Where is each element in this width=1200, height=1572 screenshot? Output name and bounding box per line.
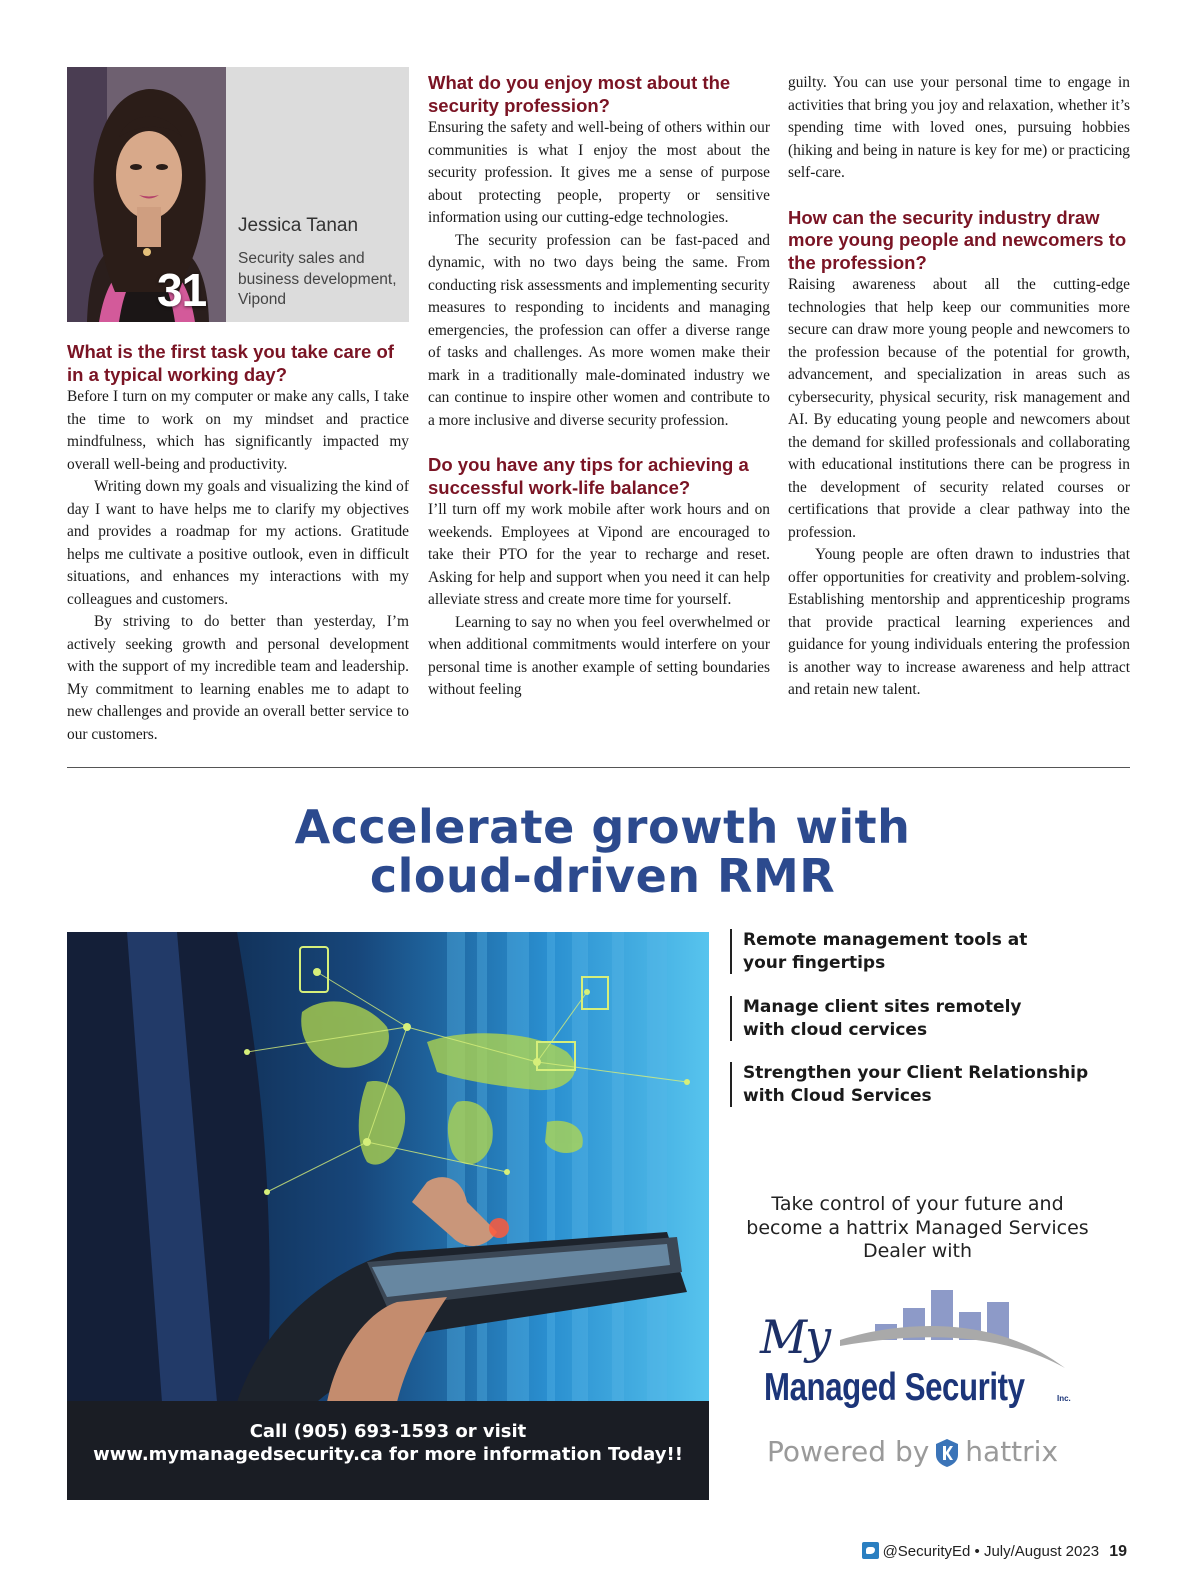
logo-inc-text: Inc. (1057, 1394, 1071, 1403)
ad-tagline: Take control of your future and become a hattrix Managed Services Dealer with (746, 1193, 1089, 1262)
ranking-number: 31 (157, 264, 207, 316)
page-number: 19 (1109, 1543, 1127, 1560)
powered-by-hattrix (767, 1432, 1058, 1472)
ad-headline (150, 800, 1055, 903)
ad-feature-item: Manage client sites remotely with cloud cervices (730, 996, 1063, 1041)
section-divider (67, 767, 1130, 768)
paragraph: Before I turn on my computer or make any calls, I take the time to work on my mindset and practice mindfulness, which has significantly impacted my overall well-being and productivity. (67, 388, 409, 473)
cta-phone-line: Call (905) 693-1593 or visit (249, 1421, 527, 1442)
powered-by-label: Powered by (767, 1435, 930, 1468)
paragraph: guilty. You can use your personal time to engage in activities that bring you joy and relaxation, whether it’s spending time with loved ones, pursuing hobbies (hiking and being in nature is key for me) or practicing self-care. (788, 74, 1130, 181)
paragraph: Raising awareness about all the cutting-edge technologies that help keep our communities more secure can draw more young people and newcomers to the profession because of the potential for growth, advancement, and specialization in areas such as cybersecurity, physical security, risk management and AI. By educating young people and newcomers about the demand for skilled professionals and collaborating with educational institutions there can be progress in the development of security related courses or certifications that provide a clear pathway into the profession. (788, 276, 1130, 541)
my-managed-security-logo (760, 1290, 1090, 1410)
paragraph: Young people are often drawn to industries that offer opportunities for creativity and problem-solving. Establishing mentorship and apprenticeship programs that provide practical learning experiences and guidance for young individuals entering the profession is another way to increase awareness and help attract and retain new talent. (788, 546, 1130, 698)
paragraph: I’ll turn off my work mobile after work hours and on weekends. Employees at Vipond are encouraged to take their PTO for the year to recharge and reset. Asking for help and support when you need it can help alleviate stress and create more time for yourself. (428, 501, 770, 608)
paragraph: The security profession can be fast-paced and dynamic, with no two days being the same. From conducting risk assessments and implementing security measures to responding to incidents and managing emergencies, the profession can offer a diverse range of tasks and challenges. As more women make their mark in a traditionally male-dominated industry we can continue to inspire other women and contribute to a more inclusive and diverse security profession. (428, 231, 770, 429)
paragraph: Learning to say no when you feel overwhelmed or when additional commitments would interfere on your personal time is another example of setting boundaries without feeling (428, 613, 770, 698)
hattrix-k-icon (935, 1438, 959, 1468)
hattrix-brand: hattrix (965, 1435, 1059, 1468)
ad-headline-line-1: Accelerate growth with (294, 800, 911, 854)
ad-image (67, 932, 709, 1500)
ad-feature-item: Strengthen your Client Relationship with Cloud Services (730, 1062, 1098, 1107)
call-to-action-banner (67, 1401, 709, 1500)
question-heading: What do you enjoy most about the security profession? (428, 72, 731, 116)
paragraph: Ensuring the safety and well-being of others within our communities is what I enjoy the most about the security profession. It gives me a sense of purpose about protecting people, property or sensitive information using our cutting-edge technologies. (428, 119, 770, 226)
ad-feature-item: Remote management tools at your fingertips (730, 929, 1063, 974)
profile-name: Jessica Tanan (238, 215, 359, 236)
page-footer (862, 1542, 1127, 1562)
profile-title: Security sales and business development, Vipond (238, 250, 397, 308)
ad-headline-line-2: cloud-driven RMR (369, 849, 836, 903)
question-heading: What is the first task you take care of in a typical working day? (67, 341, 394, 385)
issue-date: July/August 2023 (983, 1543, 1100, 1560)
paragraph: By striving to do better than yesterday, I’m actively seeking growth and personal development with the support of my incredible team and leadership. My commitment to learning enables me to adapt to new challenges and provide an overall better service to our customers. (67, 613, 409, 743)
article-column-3 (788, 72, 1130, 702)
article-column-2 (428, 72, 770, 702)
question-heading: Do you have any tips for achieving a successful work-life balance? (428, 454, 749, 498)
twitter-icon (862, 1542, 879, 1559)
portrait-photo (67, 67, 226, 322)
paragraph: Writing down my goals and visualizing the kind of day I want to have helps me to clarify my objectives and provides a roadmap for my actions. Gratitude helps me cultivate a positive outlook, even in difficult situations, and enhances my interactions with my colleagues and customers. (67, 478, 409, 608)
question-heading: How can the security industry draw more young people and newcomers to the profession? (788, 206, 1127, 273)
logo-my-text: My (760, 1310, 830, 1364)
article-column-1 (67, 341, 409, 746)
profile-card (67, 67, 409, 322)
logo-main-text: Managed Security (764, 1366, 1025, 1409)
footer-separator: • (974, 1543, 980, 1560)
twitter-handle: @SecurityEd (882, 1543, 971, 1560)
cta-website-line: www.mymanagedsecurity.ca for more information Today!! (93, 1444, 683, 1465)
